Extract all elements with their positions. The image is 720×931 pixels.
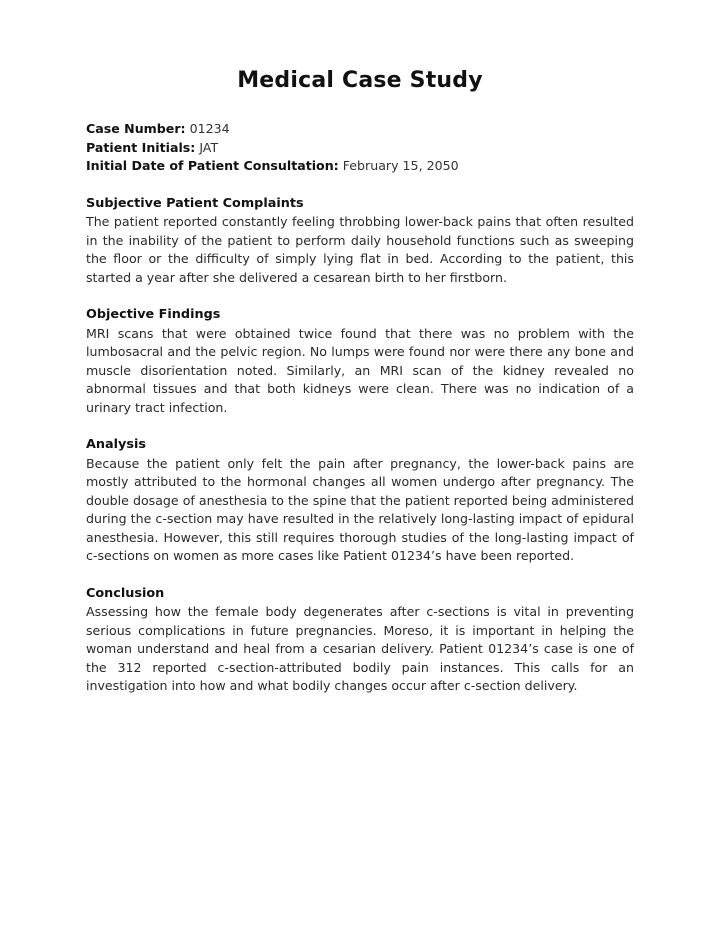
patient-initials-value: JAT — [199, 139, 219, 155]
section-heading: Objective Findings — [86, 307, 221, 322]
case-number-value: 01234 — [189, 121, 230, 136]
section-body: The patient reported constantly feeling throbbing lower-back pains that often resulted in the inability of the patient to perform daily household functions such as sweeping the floor or the difficulty of simply lying flat in bed. According to the patient, this started a year after she delivered a cesarean birth to her firstborn. — [86, 214, 634, 285]
section-body: Assessing how the female body degenerates after c-sections is vital in preventing serious complications in future pregnancies. Moreso, it is important in helping the woman understand and heal from a cesarian delivery. Patient 01234’s case is one of the 312 reported c-section-attributed bodily pain instances. This calls for an investigation into how and what bodily changes occur after c-section delivery. — [86, 604, 634, 693]
section-analysis — [86, 436, 634, 566]
section-body: Because the patient only felt the pain after pregnancy, the lower-back pains are mostly attributed to the hormonal changes all women undergo after pregnancy. The double dosage of anesthesia to the spine that the patient reported being administered during the c-section may have resulted in the relatively long-lasting impact of epidural anesthesia. However, this still requires thorough studies of the long-lasting impact of c-sections on women as more cases like Patient 01234’s have been reported. — [86, 455, 634, 563]
case-number-label: Case Number: — [86, 121, 186, 136]
case-number-row — [86, 120, 634, 139]
document-page — [86, 64, 634, 715]
consultation-date-row — [86, 157, 634, 176]
patient-initials-label: Patient Initials: — [86, 139, 196, 155]
section-objective-findings — [86, 306, 634, 417]
document-title: Medical Case Study — [237, 68, 483, 93]
case-metadata — [86, 120, 634, 176]
patient-initials-row — [86, 139, 634, 158]
section-heading: Conclusion — [86, 585, 165, 601]
section-subjective-complaints — [86, 195, 634, 288]
consultation-date-value: February 15, 2050 — [342, 158, 459, 173]
section-body: MRI scans that were obtained twice found that there was no problem with the lumbosacral and the pelvic region. No lumps were found nor were there any bone and muscle disorientation noted. Similarly, an MRI scan of the kidney revealed no abnormal tissues and that both kidneys were clean. There was no indication of a urinary tract infection. — [86, 325, 634, 415]
section-conclusion — [86, 585, 634, 696]
consultation-date-label: Initial Date of Patient Consultation: — [86, 158, 339, 173]
section-heading: Analysis — [86, 437, 146, 452]
section-heading: Subjective Patient Complaints — [86, 195, 304, 211]
